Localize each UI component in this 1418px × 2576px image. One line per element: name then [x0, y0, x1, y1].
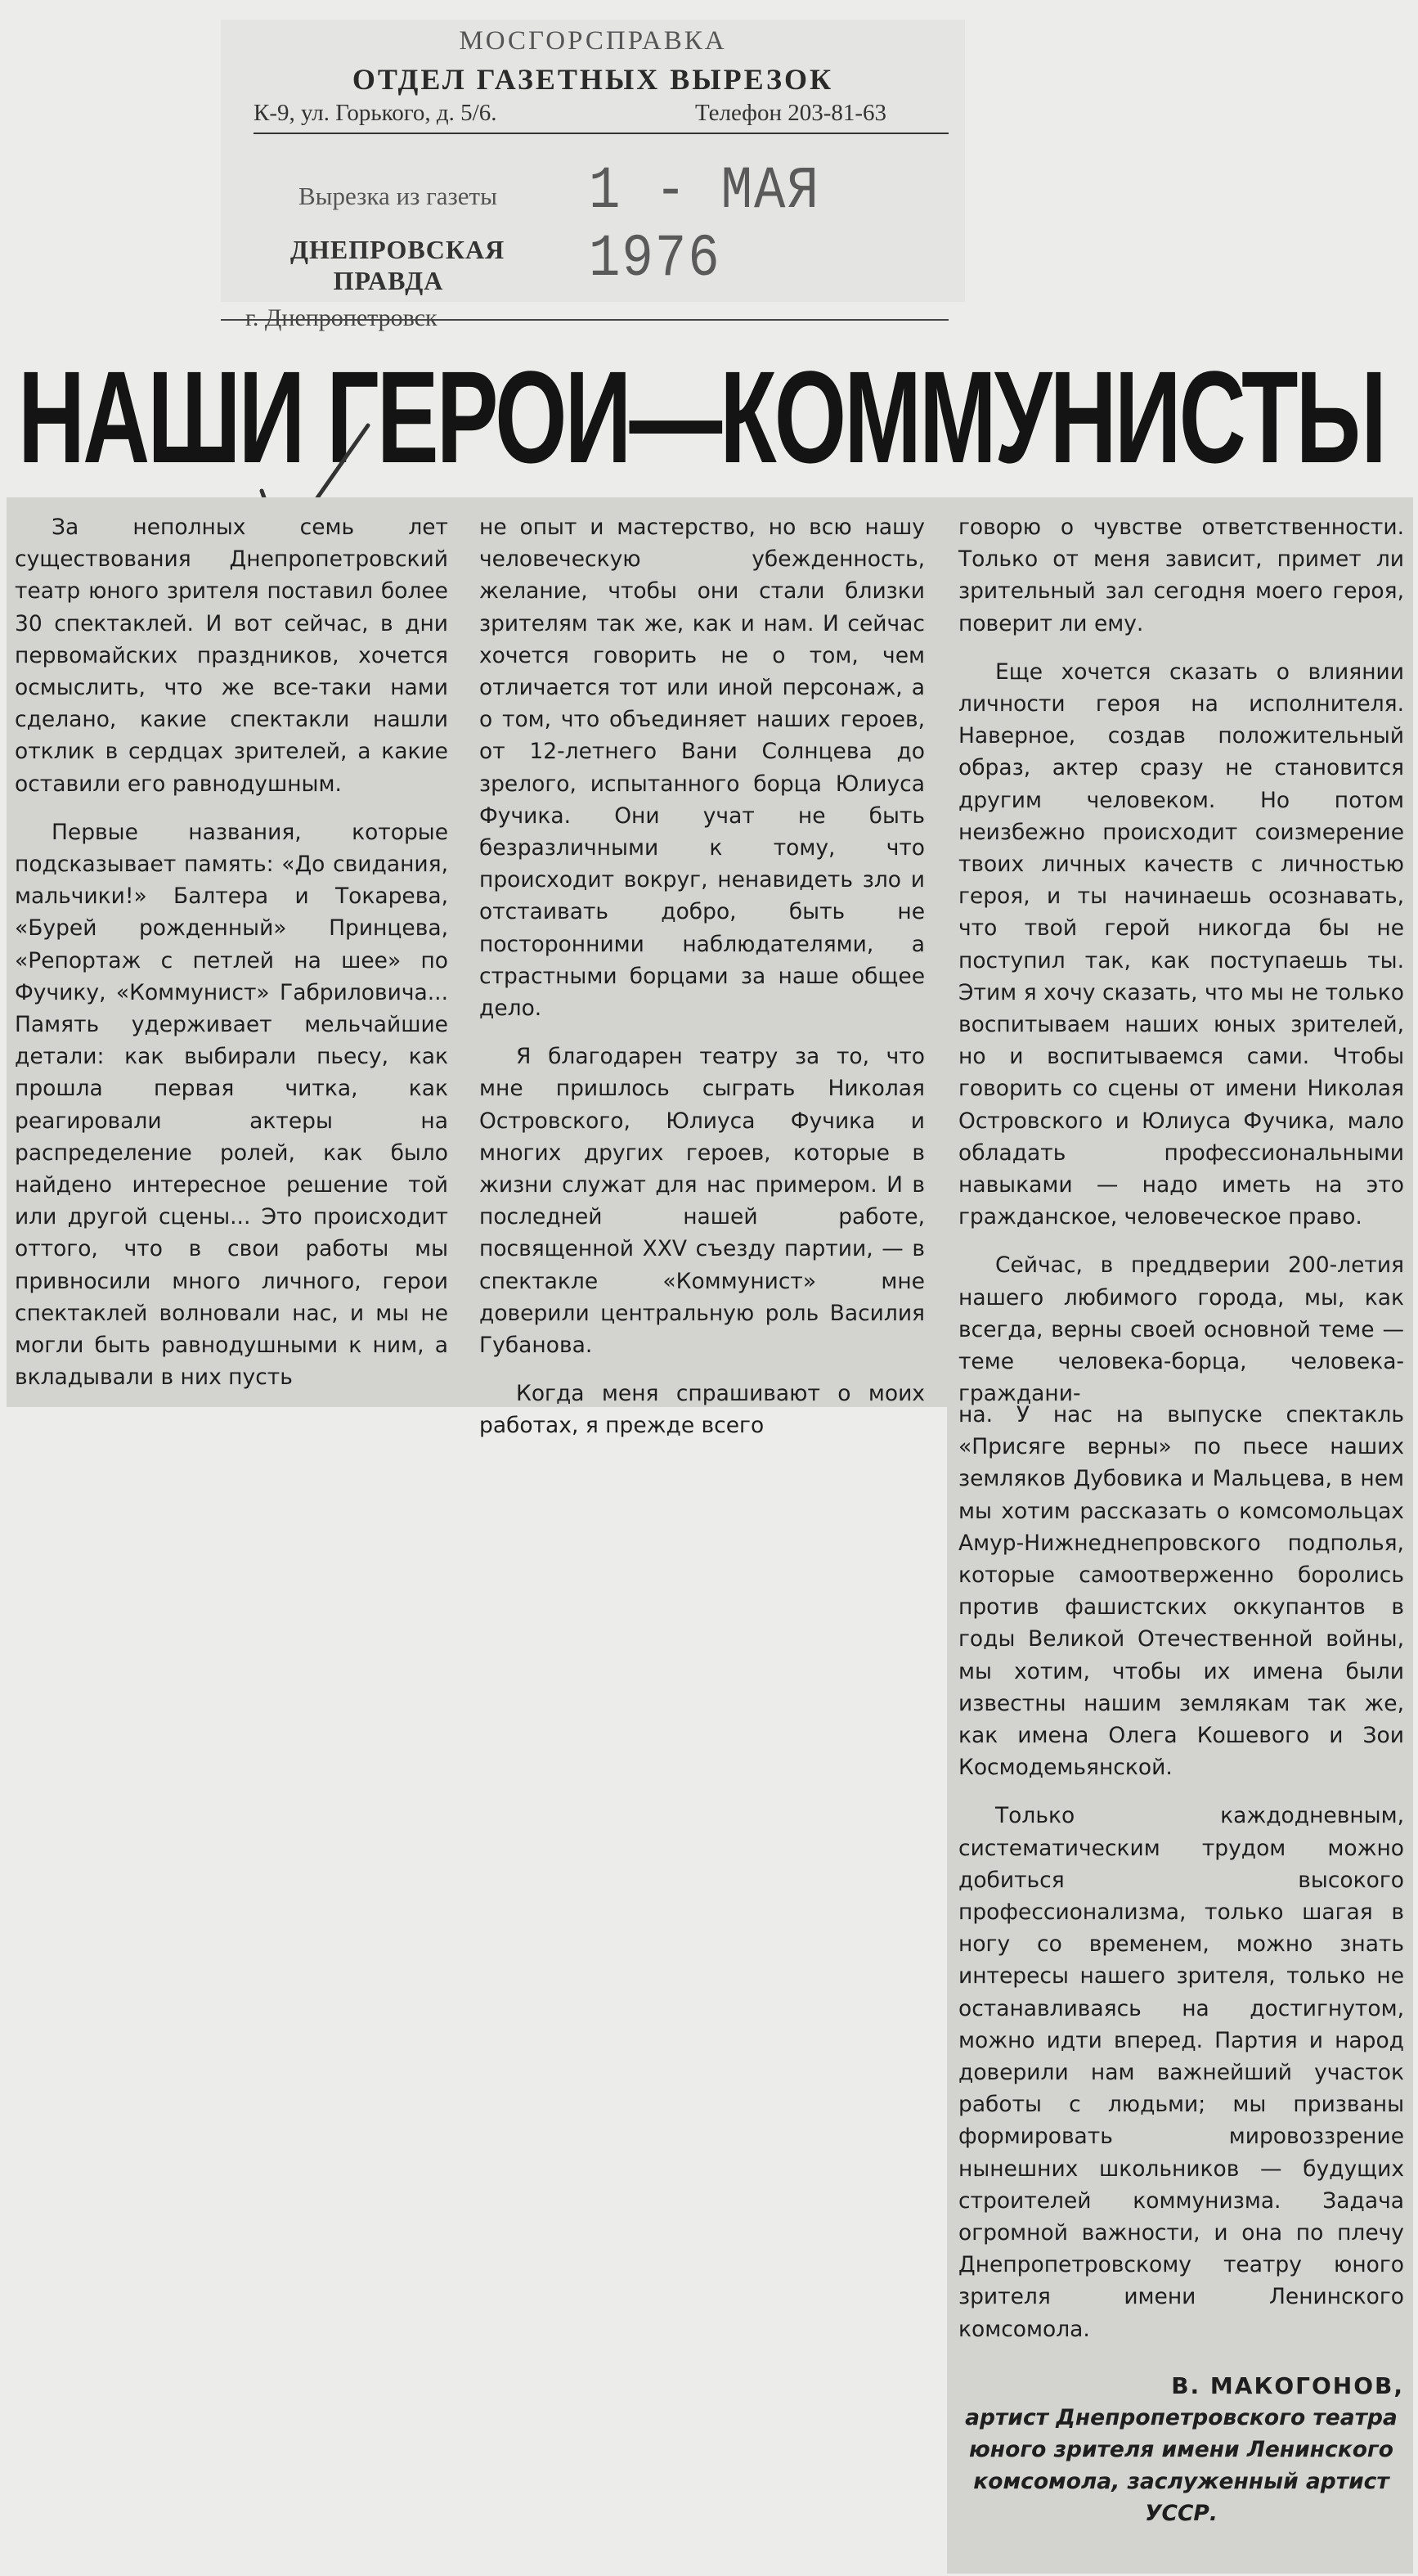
- stamp-clipping-label: Вырезка из газеты: [298, 182, 497, 210]
- paragraph: Только каждодневным, систематическим трудом можно добиться высокого профессионализма, только шагая в ногу со временем, можно знать интересы нашего зрителя, только не останавливаясь на достигнутом, можно идти вперед. Партия и народ доверили нам важнейший участок работы с людьми; мы призваны формировать мировоззрение нынешних школьников — будущих строителей коммунизма. Задача огромной важности, и она по плечу Днепропетровскому театру юного зрителя имени Ленинского комсомола.: [958, 1803, 1404, 2342]
- stamp-city-line: [221, 319, 949, 321]
- paragraph: на. У нас на выпуске спектакль «Присяге верны» по пьесе наших земляков Дубовика и Мальцева, в нем мы хотим рассказать о комсомольцах Амур-Нижнеднепровского подполья, которые самоотверженно боролись против фашистских оккупантов в годы Великой Отечественной войны, мы хотим, чтобы их имена были известны нашим землякам так же, как имена Олега Кошевого и Зои Космодемьянской.: [958, 1402, 1404, 1781]
- article-headline: НАШИ ГЕРОИ—КОММУНИСТЫ: [18, 344, 1384, 490]
- paragraph: не опыт и мастерство, но всю нашу человеческую убежденность, желание, чтобы они стали близки зрителям так же, как и нам. И сейчас хочется говорить не о том, чем отличается тот или иной персонаж, а о том, что объединяет наших героев, от 12-летнего Вани Солнцева до зрелого, испытанного борца Юлиуса Фучика. Они учат не быть безразличными к тому, что происходит вокруг, ненавидеть зло и отстаивать добро, быть не посторонними наблюдателями, а страстными борцами за наше общее дело.: [479, 515, 925, 1022]
- author-signature: [958, 2370, 1404, 2529]
- article-column-1: [15, 511, 448, 1409]
- author-role: артист Днепропетровского театра юного зрителя имени Ленинского комсомола, заслуженный артист УССР.: [965, 2405, 1398, 2527]
- paragraph: Первые названия, которые подсказывает память: «До свидания, мальчики!» Балтера и Токарева, «Бурей рожденный» Принцева, «Репортаж с петлей на шее» по Фучику, «Коммунист» Габриловича... Память удерживает мельчайшие детали: как выбирали пьесу, как прошла первая читка, как реагировали актеры на распределение ролей, как было найдено интересное решение той или другой сцены... Это происходит оттого, что в свои работы мы привносили много личного, герои спектаклей волновали нас, и мы не могли быть равнодушными к ним, а вкладывали в них пусть: [15, 819, 448, 1391]
- article-column-4: [958, 1399, 1404, 2529]
- paragraph: говорю о чувстве ответственности. Только от меня зависит, примет ли зрительный зал сегодня моего героя, поверит ли ему.: [958, 515, 1404, 636]
- article-column-2: [479, 511, 925, 1459]
- paragraph: Сейчас, в преддверии 200-летия нашего любимого города, мы, как всегда, верны своей основной теме — теме человека-борца, человека-граждани-: [958, 1252, 1404, 1407]
- stamp-newspaper-name: ДНЕПРОВСКАЯ ПРАВДА: [290, 235, 505, 295]
- stamp-agency: МОСГОРСПРАВКА: [459, 26, 727, 56]
- stamp-date: 1 - МАЯ 1976: [589, 158, 820, 294]
- clipping-service-stamp: [221, 20, 965, 302]
- author-name: В. МАКОГОНОВ,: [1171, 2371, 1404, 2399]
- article-column-3: [958, 511, 1404, 1426]
- stamp-department: ОТДЕЛ ГАЗЕТНЫХ ВЫРЕЗОК: [352, 63, 834, 96]
- stamp-phone: Телефон 203-81-63: [695, 100, 887, 126]
- paragraph: За неполных семь лет существования Днепропетровский театр юного зрителя поставил более 30 спектаклей. И вот сейчас, в дни первомайских праздников, хочется осмыслить, что же все-таки нами сделано, какие спектакли нашли отклик в сердцах зрителей, а какие оставили его равнодушным.: [15, 515, 448, 797]
- stamp-city: г. Днепропетровск: [245, 304, 438, 331]
- stamp-divider: [254, 133, 949, 134]
- paragraph: Я благодарен театру за то, что мне пришлось сыграть Николая Островского, Юлиуса Фучика и многих других героев, которые в жизни служат для нас примером. И в последней нашей работе, посвященной XXV съезду партии, — в спектакле «Коммунист» мне доверили центральную роль Василия Губанова.: [479, 1044, 925, 1359]
- paragraph: Когда меня спрашивают о моих работах, я прежде всего: [479, 1381, 925, 1439]
- stamp-address: К-9, ул. Горького, д. 5/6.: [254, 100, 497, 126]
- paragraph: Еще хочется сказать о влиянии личности героя на исполнителя. Наверное, создав положительный образ, актер сразу не становится другим человеком. Но потом неизбежно происходит соизмерение твоих личных качеств с личностью героя, и ты начинаешь осознавать, что твой герой никогда бы не поступил так, как поступаешь ты. Этим я хочу сказать, что мы не только воспитываем наших юных зрителей, но и воспитываемся сами. Чтобы говорить со сцены от имени Николая Островского и Юлиуса Фучика, мало обладать профессиональными навыками — надо иметь на это гражданское, человеческое право.: [958, 659, 1404, 1230]
